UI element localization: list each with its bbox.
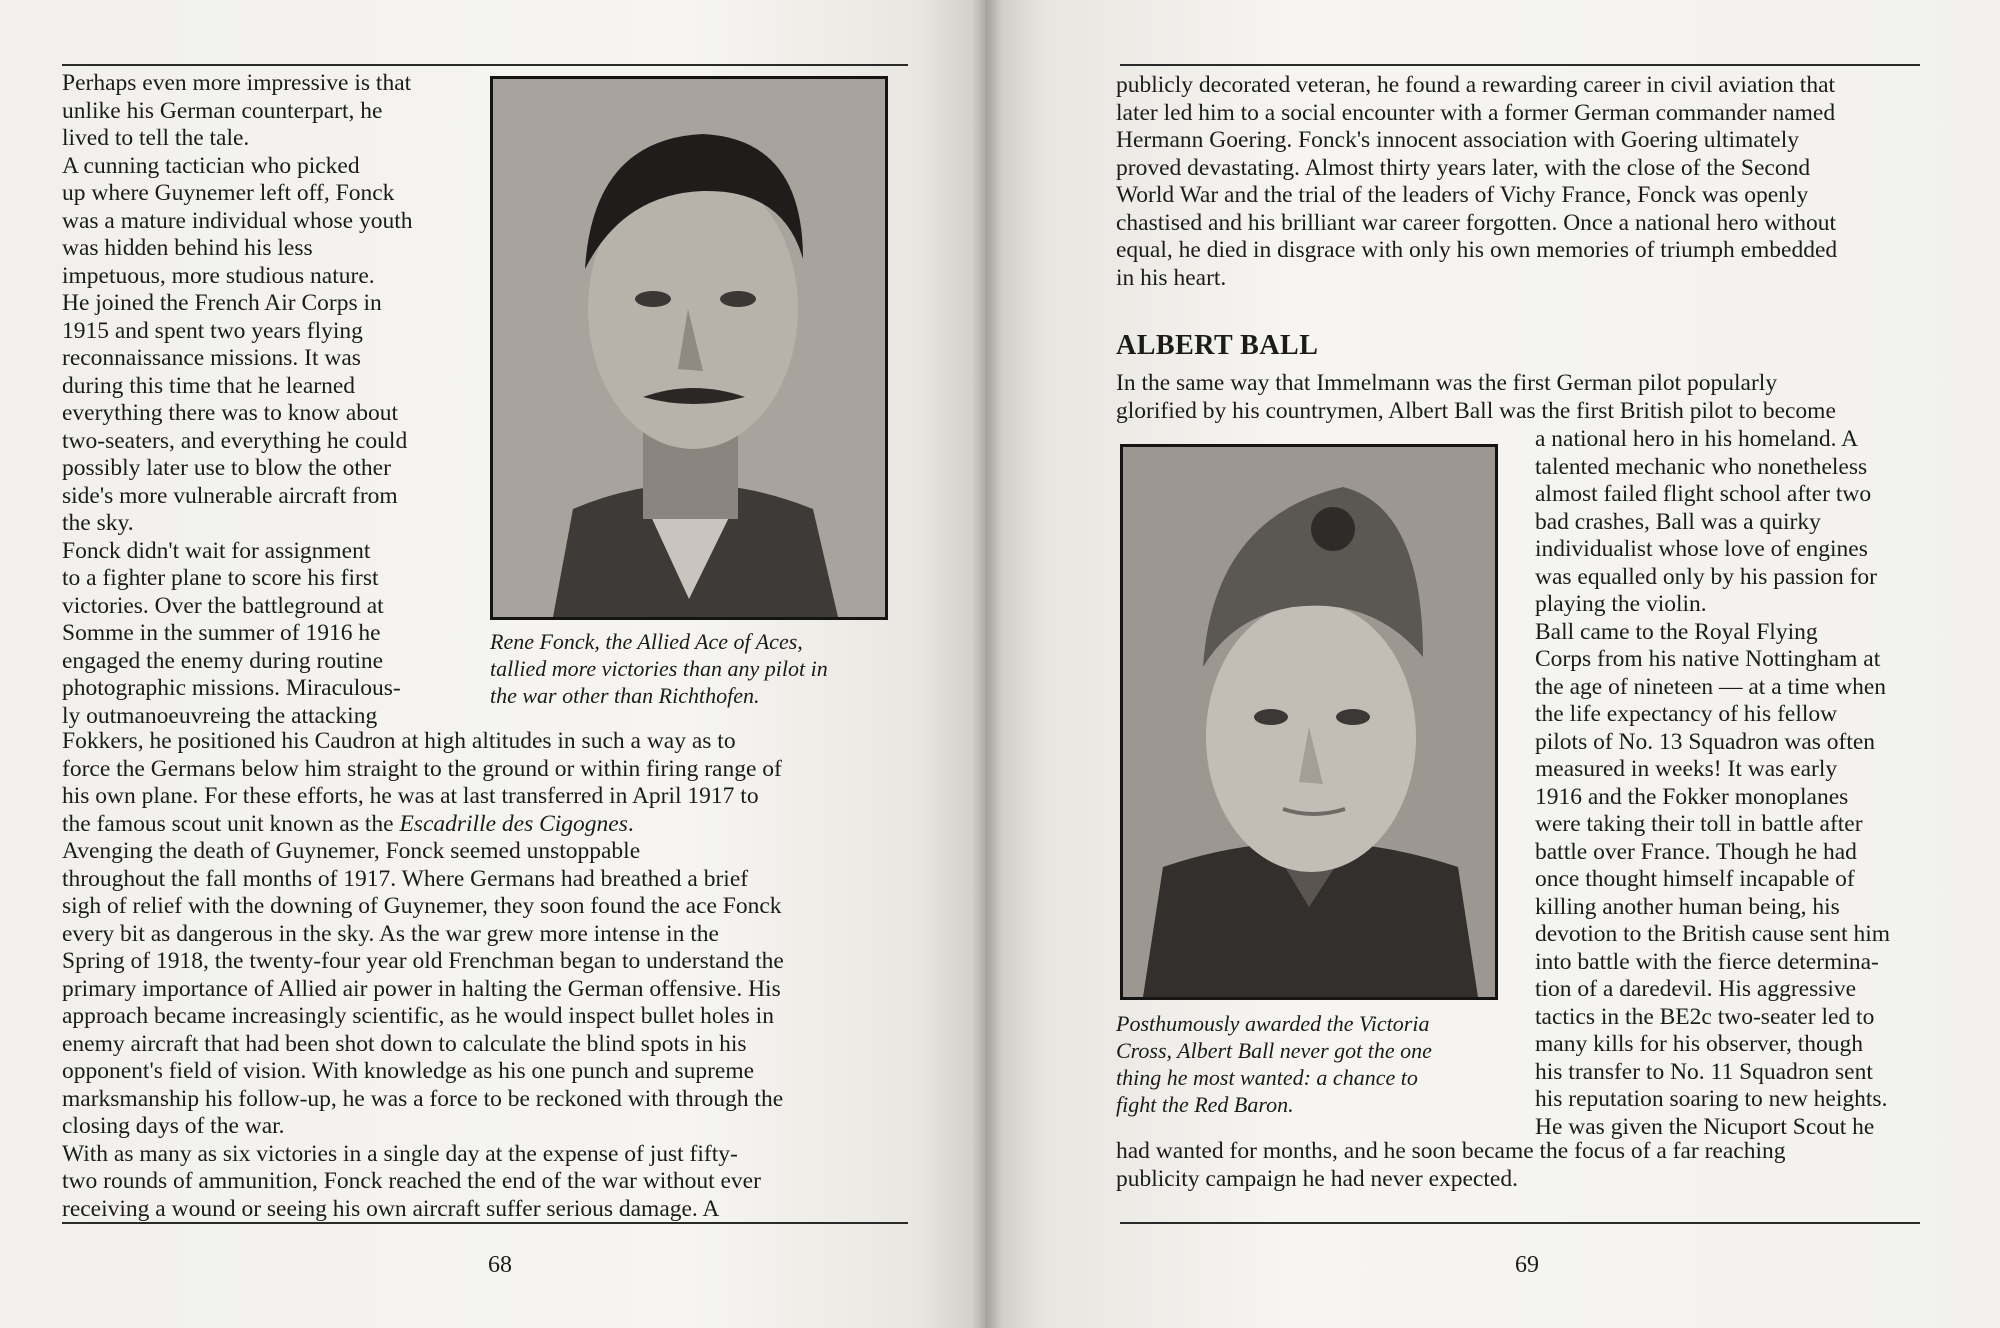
book-gutter [972,0,1002,1328]
top-rule [1120,64,1920,66]
page-number-left: 68 [488,1252,512,1278]
ball-caption: Posthumously awarded the Victoria Cross, Albert Ball never got the one thing he most wanted: a chance to fight the Red Baron. [1116,1011,1432,1117]
right-page [985,0,2000,1328]
fonck-continued-text: publicly decorated veteran, he found a rewarding career in civil aviation that later led him to a social encounter with a former German commander named Hermann Goering. Fonck's innocent association with Goering ultimately proved devastating. Almost thirty years later, with the close of the Second World War and the trial of the leaders of Vichy France, Fonck was openly chastised and his brilliant war career forgotten. Once a national hero without equal, he died in disgrace with only his own memories of triumph embedded in his heart. [1116,72,1838,291]
ball-intro-text: In the same way that Immelmann was the first German pilot popularly glorified by his countrymen, Albert Ball was the first British pilot to become [1116,370,1836,424]
bottom-rule [62,1222,908,1224]
bottom-rule [1120,1222,1920,1224]
fonck-text-rest: . Avenging the death of Guynemer, Fonck seemed unstoppable throughout the fall months of 1917. Where Germans had breathed a brief sigh of relief with the downing of Guynemer, they soon found the ace Fonck every bit as dangerous in the sky. As the war grew more intense in the Spring of 1918, the twenty-four year old Frenchman began to understand the primary importance of Allied air power in halting the German offensive. His approach became increasingly scientific, as he would inspect bullet holes in enemy aircraft that had been shot down to calculate the blind spots in his opponent's field of vision. With knowledge as his one punch and supreme marksmanship his follow-up, he was a force to be reckoned with through the closing days of the war. With as many as six victories in a single day at the expense of just fifty- two rounds of ammunition, Fonck reached the end of the war without ever receiving a wound or seeing his own aircraft suffer serious damage. A [62,810,784,1222]
section-heading: ALBERT BALL [1116,330,1319,361]
fonck-text-column: Perhaps even more impressive is that unlike his German counterpart, he lived to tell the tale. A cunning tactician who picked up where Guynemer left off, Fonck was a mature individual whose youth was hidden behind his less impetuous, more studious nature. He joined the French Air Corps in 1915 and spent two years flying reconnaissance missions. It was during this time that he learned everything there was to know about two-seaters, and everything he could possibly later use to blow the other side's more vulnerable aircraft from the sky. Fonck didn't wait for assignment to a fighter plane to score his first victories. Over the battleground at Somme in the summer of 1916 he engaged the enemy during routine photographic missions. Miraculous- ly outmanoeuvreing the attacking [62,70,413,729]
fonck-text-full-width [62,728,882,1223]
top-rule [62,64,908,66]
fonck-text-lead: Fokkers, he positioned his Caudron at high altitudes in such a way as to force the Germans below him straight to the ground or within firing range of his own plane. For these efforts, he was at last transferred in April 1917 to the famous scout unit known as the [62,728,782,837]
albert-ball-portrait [1120,444,1498,1000]
page-number-right: 69 [1515,1252,1539,1278]
ball-closing-text: had wanted for months, and he soon became the focus of a far reaching publicity campaign he had never expected. [1116,1138,1786,1192]
fonck-caption: Rene Fonck, the Allied Ace of Aces, tallied more victories than any pilot in the war other than Richthofen. [490,629,828,708]
left-page [0,0,985,1328]
rene-fonck-portrait [490,76,888,620]
escadrille-name: Escadrille des Cigognes [399,810,628,837]
ball-side-text: a national hero in his homeland. A talented mechanic who nonetheless almost failed flight school after two bad crashes, Ball was a quirky individualist whose love of engines was equalled only by his passion for playing the violin. Ball came to the Royal Flying Corps from his native Nottingham at the age of nineteen — at a time when the life expectancy of his fellow pilots of No. 13 Squadron was often measured in weeks! It was early 1916 and the Fokker monoplanes were taking their toll in battle after battle over France. Though he had once thought himself incapable of killing another human being, his devotion to the British cause sent him into battle with the fierce determina- tion of a daredevil. His aggressive tactics in the BE2c two-seater led to many kills for his observer, though his transfer to No. 11 Squadron sent his reputation soaring to new heights. He was given the Nicuport Scout he [1535,426,1891,1140]
